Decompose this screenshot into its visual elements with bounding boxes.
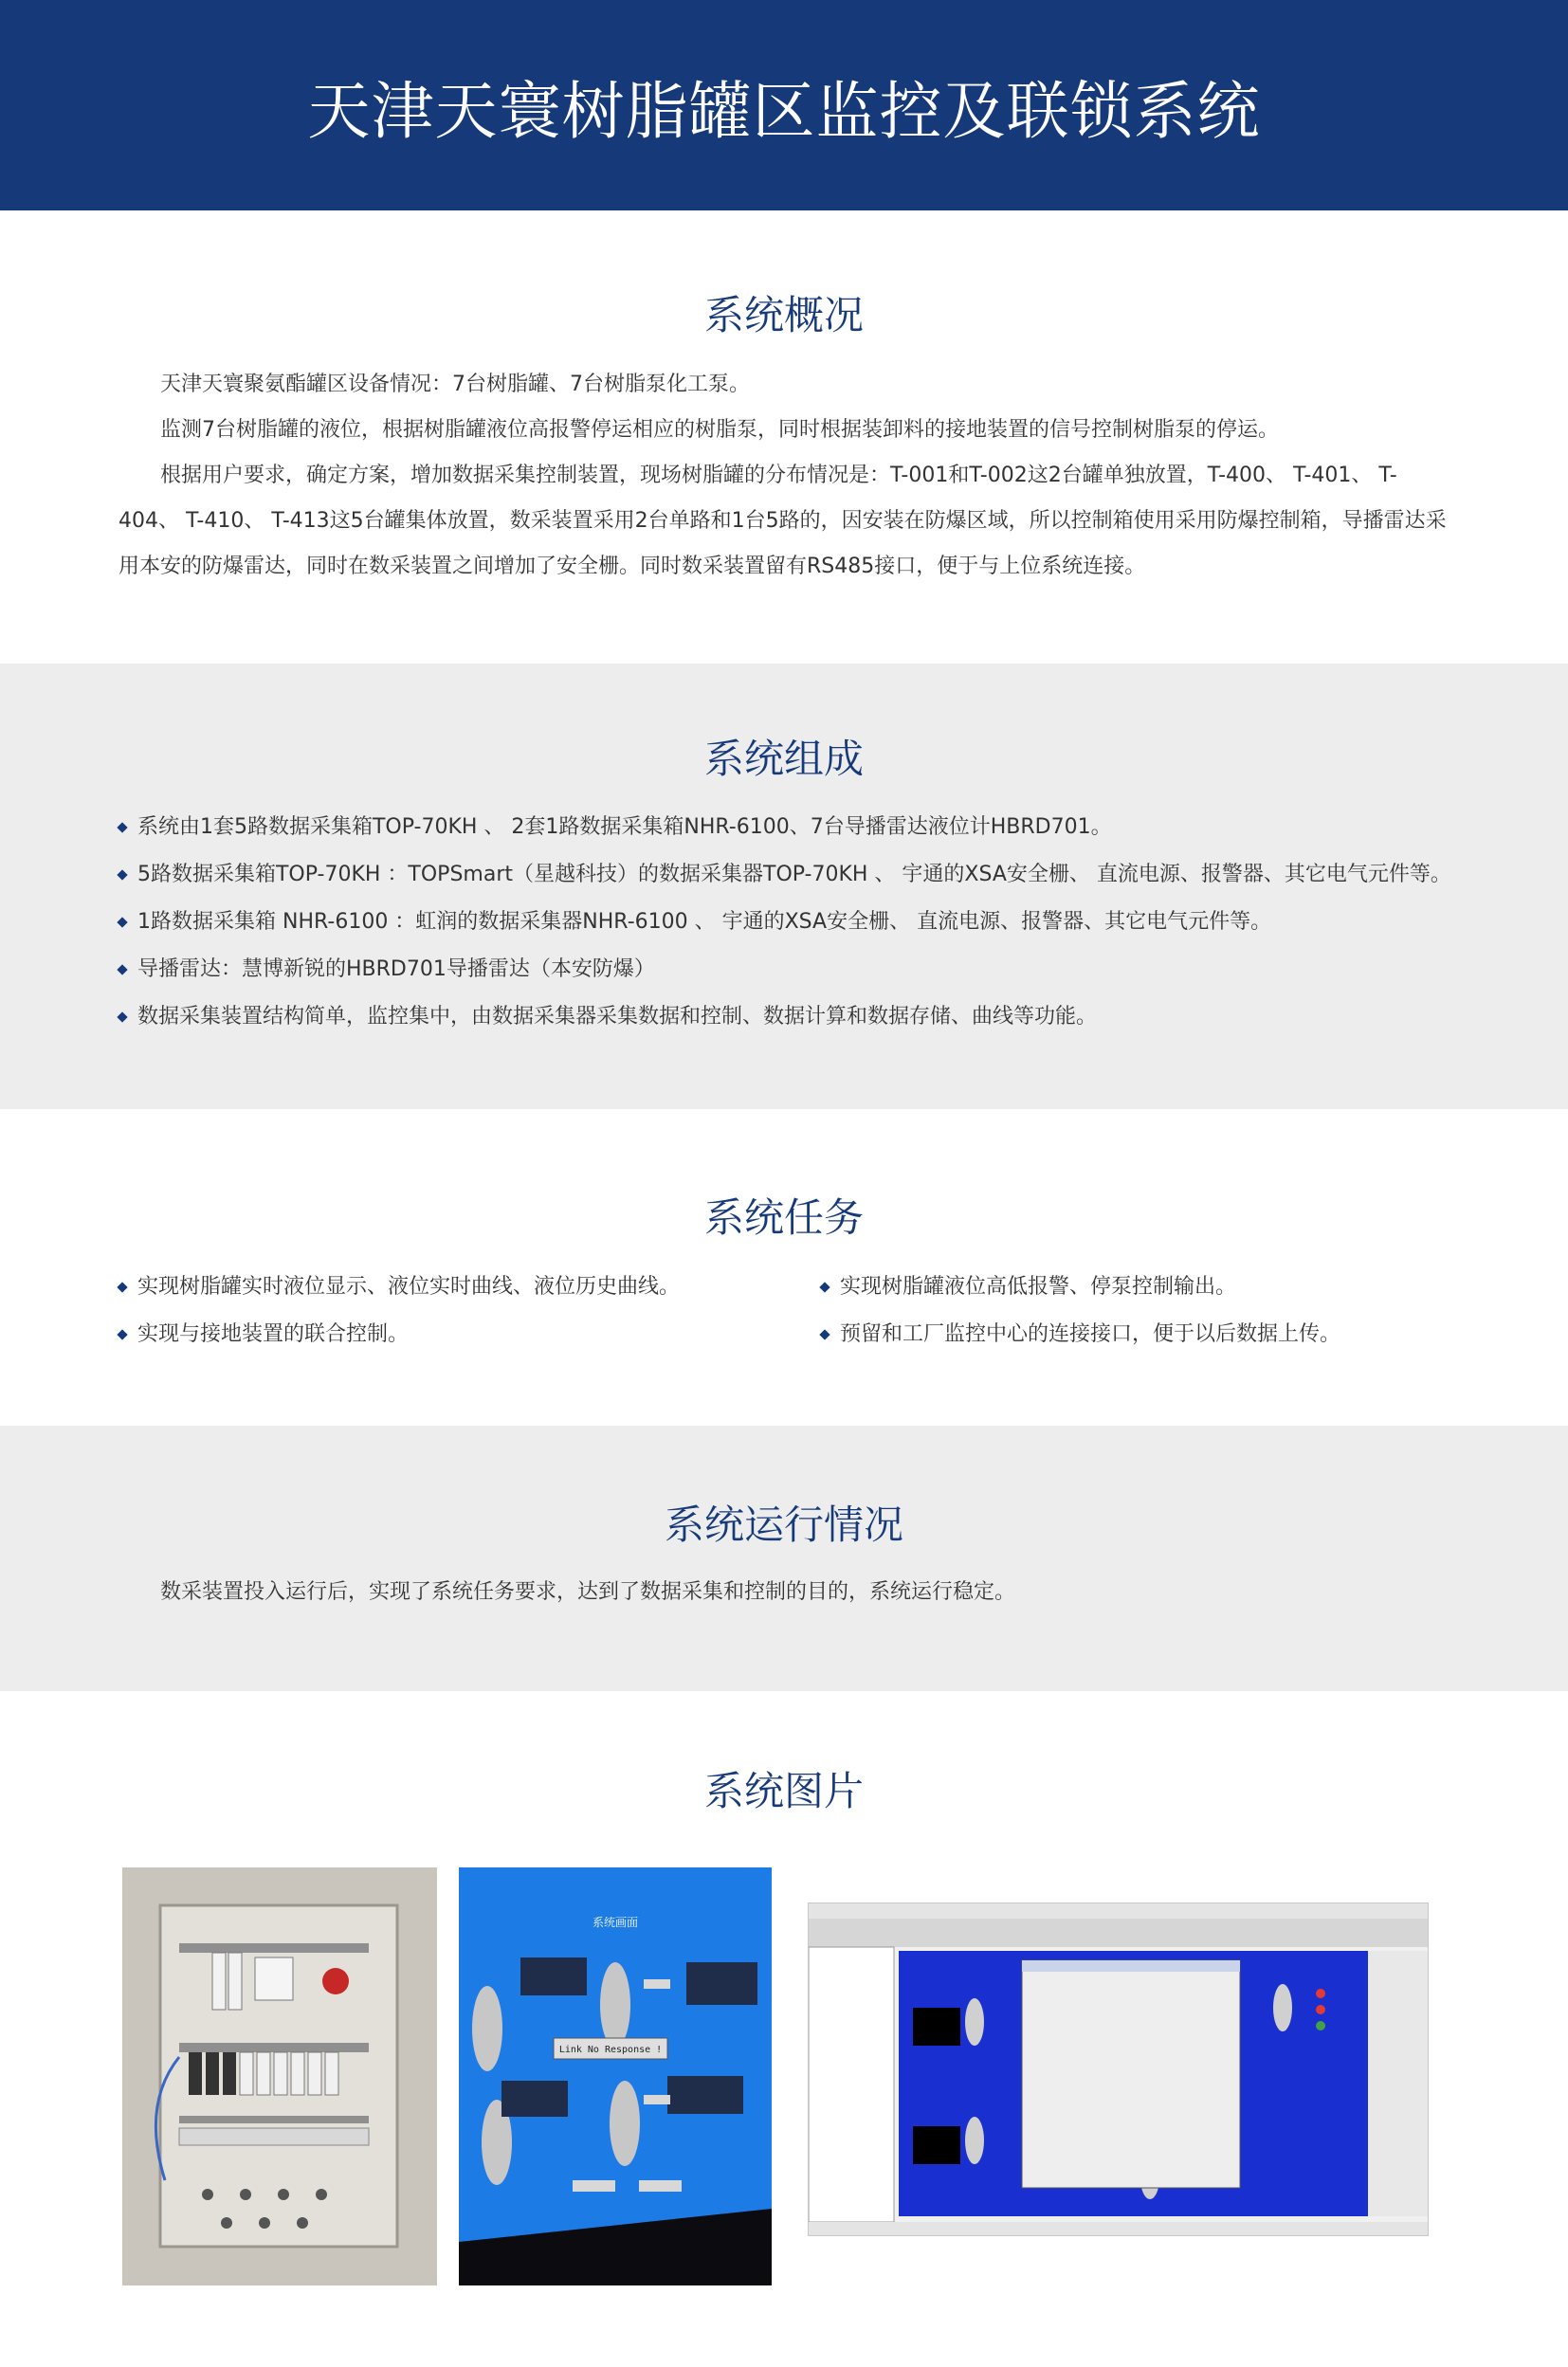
list-item: 5路数据采集箱TOP-70KH ：TOPSmart（星越科技）的数据采集器TOP-70KH 、 宇通的XSA安全栅、 直流电源、报警器、其它电气元件等。 [119, 851, 1451, 899]
diamond-bullet-icon [117, 1282, 127, 1292]
overview-paragraph: 监测7台树脂罐的液位，根据树脂罐液位高报警停运相应的树脂泵，同时根据装卸料的接地装置的信号控制树脂泵的停运。 [160, 418, 1280, 442]
operation-paragraph: 数采装置投入运行后，实现了系统任务要求，达到了数据采集和控制的目的，系统运行稳定。 [160, 1580, 1016, 1604]
overview-paragraph: 天津天寰聚氨酯罐区设备情况：7台树脂罐、7台树脂泵化工泵。 [160, 373, 750, 396]
overview-title: 系统概况 [703, 292, 864, 338]
list-item: 预留和工厂监控中心的连接接口，便于以后数据上传。 [821, 1311, 1340, 1358]
diamond-bullet-icon [819, 1329, 830, 1339]
list-item: 实现与接地装置的联合控制。 [119, 1311, 680, 1358]
composition-title: 系统组成 [703, 736, 864, 782]
diamond-bullet-icon [117, 1011, 127, 1022]
diamond-bullet-icon [117, 822, 127, 832]
tasks-section [0, 1109, 1568, 1426]
list-item: 导播雷达：慧博新锐的HBRD701导播雷达（本安防爆） [119, 946, 1451, 993]
control-cabinet-photo [122, 1867, 437, 2285]
diamond-bullet-icon [819, 1282, 830, 1292]
overview-section [0, 210, 1568, 664]
tasks-list-right [821, 1264, 1340, 1358]
screen-title: 系统画面 [592, 1916, 639, 1929]
operation-body [119, 1570, 1450, 1615]
photos-title: 系统图片 [703, 1768, 864, 1814]
operation-title: 系统运行情况 [664, 1502, 903, 1548]
diamond-bullet-icon [117, 917, 127, 927]
diamond-bullet-icon [117, 869, 127, 880]
page-header [0, 0, 1568, 210]
list-item: 1路数据采集箱 NHR-6100 ：虹润的数据采集器NHR-6100 、 宇通的XSA安全栅、 直流电源、报警器、其它电气元件等。 [119, 899, 1451, 946]
list-item: 实现树脂罐液位高低报警、停泵控制输出。 [821, 1264, 1340, 1311]
diamond-bullet-icon [117, 964, 127, 974]
diamond-bullet-icon [117, 1329, 127, 1339]
page-title: 天津天寰树脂罐区监控及联锁系统 [307, 74, 1261, 148]
screen-dialog-text: Link No Response ! [558, 2045, 663, 2055]
tasks-title: 系统任务 [703, 1194, 864, 1241]
tasks-list-left [119, 1264, 680, 1358]
hmi-screen-photo [459, 1867, 772, 2285]
overview-paragraph: 根据用户要求，确定方案，增加数据采集控制装置，现场树脂罐的分布情况是：T-001和T-002这2台罐单独放置，T-400、 T-401、 T-404、 T-410、 T-413这5台罐集体放置，数采装置采用2台单路和1台5路的，因安装在防爆区域，所以控制箱使用采用防爆控制箱，导播雷达采用本安的防爆雷达，同时在数采装置之间增加了安全栅。同时数采装置留有RS485接口，便于与上位系统连接。 [119, 464, 1447, 578]
software-screenshot [808, 1903, 1429, 2236]
composition-list [119, 804, 1451, 1041]
list-item: 系统由1套5路数据采集箱TOP-70KH 、 2套1路数据采集箱NHR-6100、7台导播雷达液位计HBRD701。 [119, 804, 1451, 851]
list-item: 实现树脂罐实时液位显示、液位实时曲线、液位历史曲线。 [119, 1264, 680, 1311]
operation-section [0, 1426, 1568, 1691]
composition-section [0, 664, 1568, 1109]
list-item: 数据采集装置结构简单，监控集中，由数据采集器采集数据和控制、数据计算和数据存储、曲线等功能。 [119, 993, 1451, 1041]
overview-body [119, 362, 1450, 590]
